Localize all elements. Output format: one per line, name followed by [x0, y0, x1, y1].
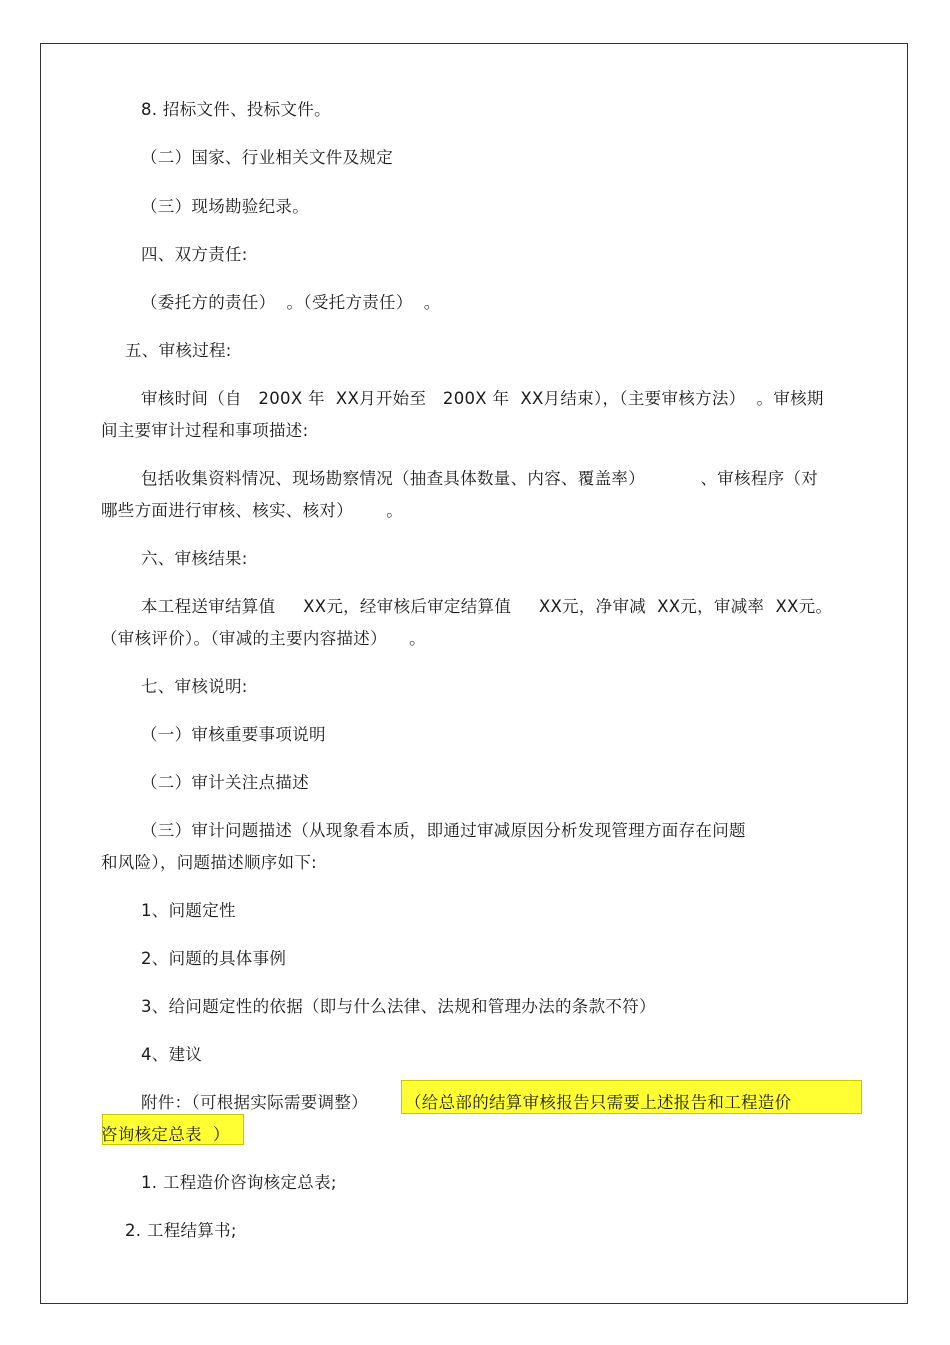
attachment-2: 2. 工程结算书;: [125, 1221, 237, 1240]
process-detail-line-1: 包括收集资料情况、现场勘察情况（抽查具体数量、内容、覆盖率） 、审核程序（对: [141, 469, 819, 488]
item-8-bid-documents: 8. 招标文件、投标文件。: [141, 100, 331, 119]
results-text-line-2: （审核评价）。（审减的主要内容描述） 。: [101, 629, 426, 648]
issue-step-1: 1、问题定性: [141, 901, 236, 920]
heading-7-notes: 七、审核说明:: [141, 677, 248, 696]
issue-step-2: 2、问题的具体事例: [141, 949, 287, 968]
item-3-site-survey: （三）现场勘验纪录。: [141, 197, 309, 216]
responsibilities-text: （委托方的责任） 。（受托方责任） 。: [141, 293, 441, 312]
process-text-line-1: 审核时间（自 200X 年 XX月开始至 200X 年 XX月结束），（主要审核方法） 。审核期: [141, 389, 824, 408]
attachments-highlight-note-1: （给总部的结算审核报告只需要上述报告和工程造价: [405, 1093, 792, 1112]
note-1-important-matters: （一）审核重要事项说明: [141, 725, 326, 744]
note-3-audit-issues-line-1: （三）审计问题描述（从现象看本质，即通过审减原因分析发现管理方面存在问题: [141, 821, 746, 840]
heading-5-process: 五、审核过程:: [125, 341, 232, 360]
attachments-label: 附件：（可根据实际需要调整）: [141, 1093, 368, 1112]
item-2-national-regulations: （二）国家、行业相关文件及规定: [141, 148, 393, 167]
note-3-audit-issues-line-2: 和风险），问题描述顺序如下:: [101, 853, 318, 872]
process-detail-line-2: 哪些方面进行审核、核实、核对） 。: [101, 501, 404, 520]
issue-step-3: 3、给问题定性的依据（即与什么法律、法规和管理办法的条款不符）: [141, 997, 656, 1016]
results-text-line-1: 本工程送审结算值 XX元，经审核后审定结算值 XX元，净审减 XX元，审减率 XX元。: [141, 597, 833, 616]
process-text-line-2: 间主要审计过程和事项描述:: [101, 421, 309, 440]
heading-6-results: 六、审核结果:: [141, 549, 248, 568]
issue-step-4: 4、建议: [141, 1045, 203, 1064]
attachment-1: 1. 工程造价咨询核定总表;: [141, 1173, 337, 1192]
heading-4-responsibilities: 四、双方责任:: [141, 245, 248, 264]
attachments-highlight-note-2: 咨询核定总表 ）: [101, 1125, 230, 1144]
note-2-audit-focus: （二）审计关注点描述: [141, 773, 309, 792]
